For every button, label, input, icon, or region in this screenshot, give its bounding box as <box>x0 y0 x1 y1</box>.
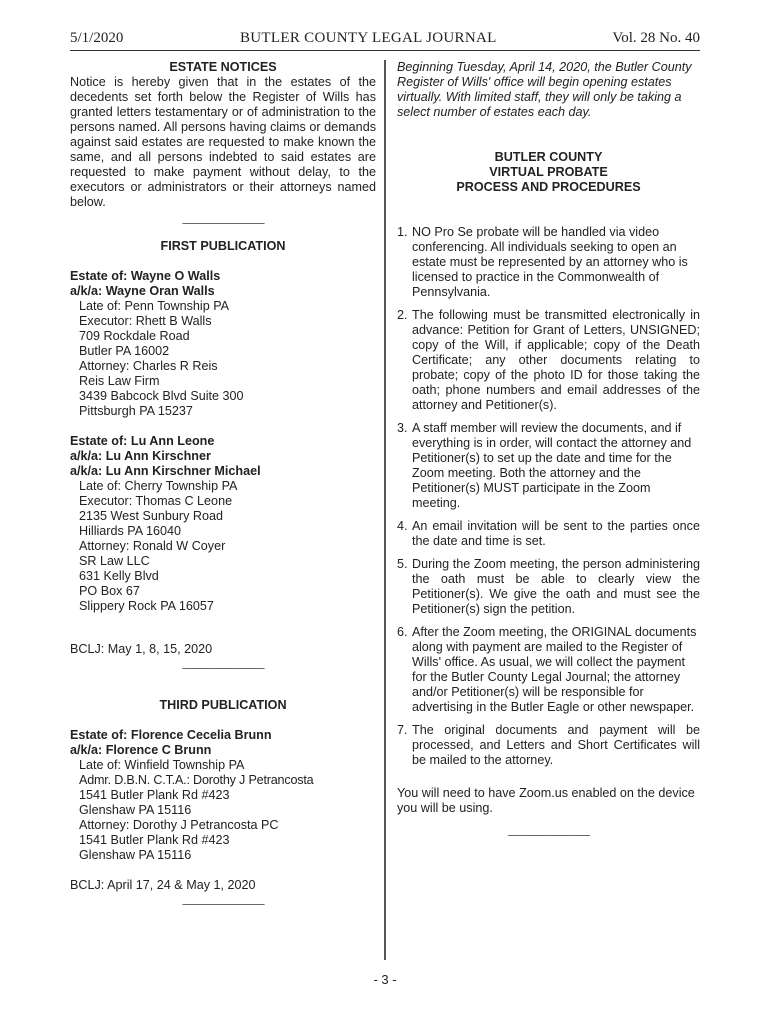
item-number: 2. <box>397 308 408 322</box>
estate-line: Attorney: Dorothy J Petrancosta PC <box>79 818 279 832</box>
column-divider <box>384 60 386 960</box>
estate-entry-brunn <box>70 728 376 863</box>
estate-line: SR Law LLC <box>79 554 150 568</box>
list-item <box>397 723 700 768</box>
estate-line: 1541 Butler Plank Rd #423 <box>79 833 230 847</box>
item-text: During the Zoom meeting, the person administering the oath must be able to clearly view the Petitioner(s). We give the oath and must see the Petitioner(s) sign the petition. <box>412 557 700 616</box>
procedures-title-line3: PROCESS AND PROCEDURES <box>456 180 641 194</box>
item-text: The following must be transmitted electronically in advance: Petition for Grant of Letters, UNSIGNED; copy of the Will, if applicable; copy of the Death Certificate; any other documents relating to probate; copy of the photo ID for those taking the oath; phone numbers and email addresses of the attorney and Petitioner(s). <box>412 308 700 412</box>
bclj-dates: BCLJ: April 17, 24 & May 1, 2020 <box>70 878 256 892</box>
estate-line: Glenshaw PA 15116 <box>79 803 192 817</box>
first-publication-heading: FIRST PUBLICATION <box>160 239 286 253</box>
estate-line: Slippery Rock PA 16057 <box>79 599 214 613</box>
estate-line: Late of: Cherry Township PA <box>79 479 238 493</box>
estate-line: Attorney: Ronald W Coyer <box>79 539 226 553</box>
estate-entry-walls <box>70 269 376 419</box>
divider: ——————— <box>182 661 264 675</box>
procedures-list <box>397 225 700 768</box>
estate-line: 3439 Babcock Blvd Suite 300 <box>79 389 244 403</box>
item-text: The original documents and payment will be processed, and Letters and Short Certificates will be mailed to the attorney. <box>412 723 700 767</box>
list-item <box>397 625 700 715</box>
estate-notices-heading: ESTATE NOTICES <box>169 60 277 74</box>
bclj-dates: BCLJ: May 1, 8, 15, 2020 <box>70 642 213 656</box>
item-number: 1. <box>397 225 408 239</box>
estate-aka: a/k/a: Wayne Oran Walls <box>70 284 215 298</box>
page-number: - 3 - <box>373 972 397 987</box>
page-header <box>70 30 700 52</box>
list-item <box>397 519 700 549</box>
divider: ——————— <box>182 216 264 230</box>
divider: ——————— <box>507 828 590 842</box>
virtual-intro: Beginning Tuesday, April 14, 2020, the Butler County Register of Wills' office will begin opening estates virtually. With limited staff, they will only be taking a select number of estates each day. <box>397 60 692 119</box>
zoom-closing-note: You will need to have Zoom.us enabled on the device you will be using. <box>397 786 695 815</box>
third-publication-heading: THIRD PUBLICATION <box>159 698 287 712</box>
estate-aka: a/k/a: Lu Ann Kirschner <box>70 449 211 463</box>
estate-name: Estate of: Florence Cecelia Brunn <box>70 728 272 742</box>
header-rule <box>70 50 700 51</box>
estate-line: Executor: Rhett B Walls <box>79 314 212 328</box>
estate-line: 631 Kelly Blvd <box>79 569 159 583</box>
estate-notices-intro: Notice is hereby given that in the estates of the decedents set forth below the Register of Wills has granted letters testamentary or of administration to the persons named. All persons having claims or demands against said estates are requested to make known the same, and all persons indebted to said estates are requested to make payment without delay, to the executors or administrators or their attorneys named below. <box>70 75 376 209</box>
list-item <box>397 308 700 413</box>
estate-name: Estate of: Lu Ann Leone <box>70 434 215 448</box>
right-column <box>397 60 700 843</box>
item-text: NO Pro Se probate will be handled via video conferencing. All individuals seeking to open an estate must be represented by an attorney who is licensed to practice in the Commonwealth of Pennsylvania. <box>412 225 688 299</box>
estate-line: Hilliards PA 16040 <box>79 524 181 538</box>
divider: ——————— <box>182 897 264 911</box>
volume-number: Vol. 28 No. 40 <box>612 30 700 46</box>
item-number: 5. <box>397 557 408 571</box>
estate-line: Late of: Winfield Township PA <box>79 758 245 772</box>
list-item <box>397 421 700 511</box>
item-number: 6. <box>397 625 408 639</box>
item-number: 7. <box>397 723 408 737</box>
estate-entry-leone <box>70 434 376 614</box>
item-text: A staff member will review the documents, and if everything is in order, will contact the attorney and Petitioner(s) to set up the date and time for the Zoom meeting. Both the attorney and the Petitioner(s) MUST participate in the Zoom meeting. <box>412 421 692 510</box>
item-number: 3. <box>397 421 408 435</box>
item-number: 4. <box>397 519 408 533</box>
estate-line: Butler PA 16002 <box>79 344 170 358</box>
procedures-title-line2: VIRTUAL PROBATE <box>489 165 608 179</box>
list-item <box>397 557 700 617</box>
procedures-title-line1: BUTLER COUNTY <box>494 150 603 164</box>
item-text: After the Zoom meeting, the ORIGINAL documents along with payment are mailed to the Register of Wills' office. As usual, we will collect the payment for the Butler County Legal Journal; the attorney and/or Petitioner(s) will be responsible for advertising in the Butler Eagle or other newspaper. <box>412 625 697 714</box>
header-date: 5/1/2020 <box>70 30 124 46</box>
estate-line: Late of: Penn Township PA <box>79 299 230 313</box>
estate-aka: a/k/a: Florence C Brunn <box>70 743 212 757</box>
estate-line: Reis Law Firm <box>79 374 160 388</box>
estate-line: 709 Rockdale Road <box>79 329 190 343</box>
estate-line: Attorney: Charles R Reis <box>79 359 218 373</box>
estate-line: Glenshaw PA 15116 <box>79 848 192 862</box>
journal-title: BUTLER COUNTY LEGAL JOURNAL <box>240 30 497 46</box>
estate-aka: a/k/a: Lu Ann Kirschner Michael <box>70 464 261 478</box>
estate-name: Estate of: Wayne O Walls <box>70 269 221 283</box>
estate-line: 1541 Butler Plank Rd #423 <box>79 788 230 802</box>
list-item <box>397 225 700 300</box>
left-column <box>70 60 376 912</box>
estate-line: Pittsburgh PA 15237 <box>79 404 193 418</box>
estate-line: Executor: Thomas C Leone <box>79 494 233 508</box>
estate-line: PO Box 67 <box>79 584 140 598</box>
estate-line: Admr. D.B.N. C.T.A.: Dorothy J Petrancosta <box>79 773 314 787</box>
item-text: An email invitation will be sent to the parties once the date and time is set. <box>412 519 700 548</box>
estate-line: 2135 West Sunbury Road <box>79 509 223 523</box>
